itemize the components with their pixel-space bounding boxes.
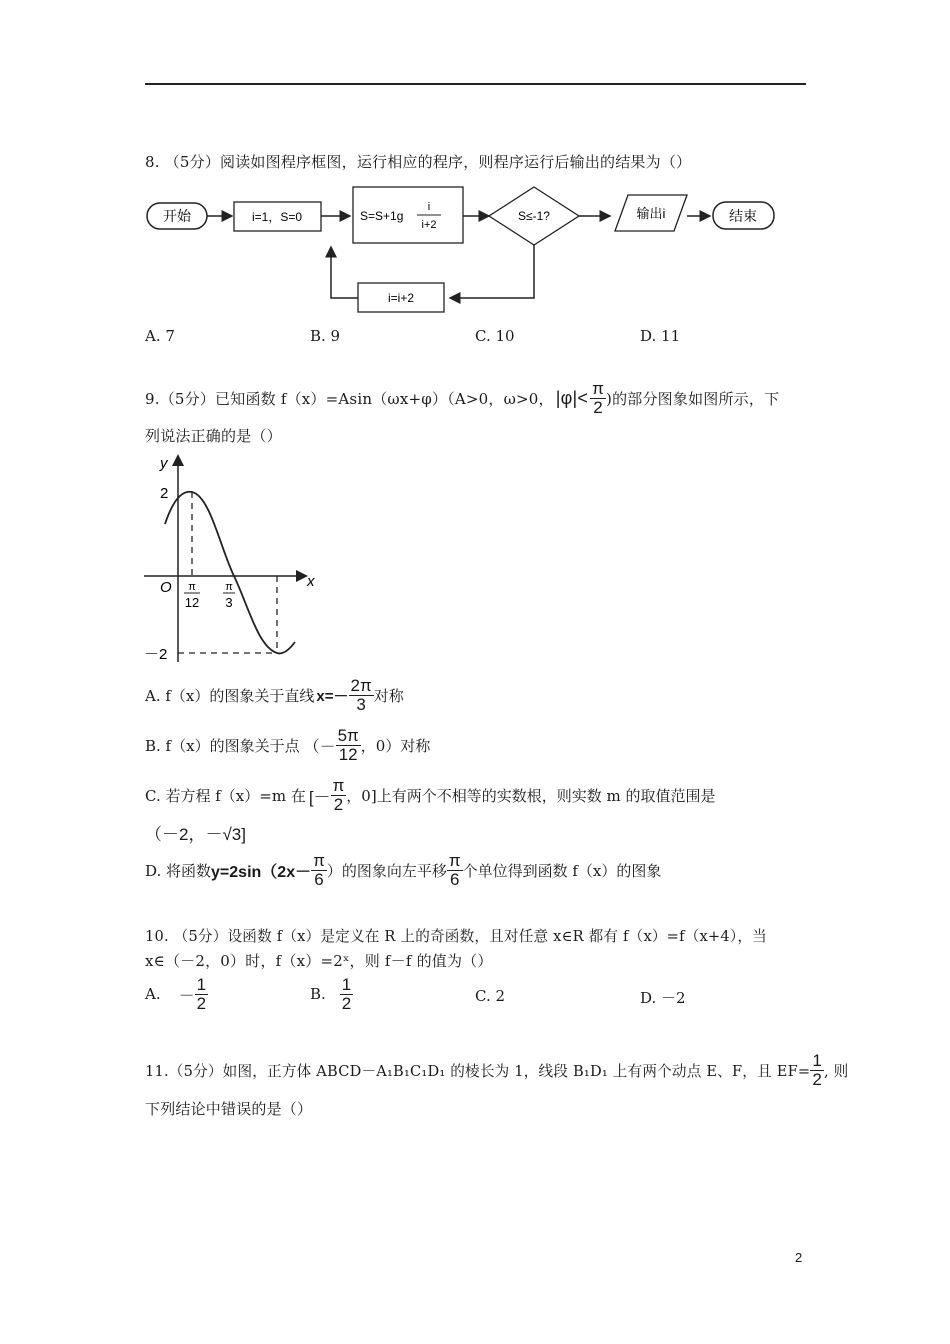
q8-option-b: B. 9 (310, 327, 341, 345)
tick-pi-3-den: 3 (225, 595, 233, 610)
q11-stem-line2: 下列结论中错误的是（） (145, 1100, 313, 1118)
flow-end-label: 结束 (729, 208, 757, 224)
x-axis-label: x (307, 573, 315, 590)
q8-option-a: A. 7 (145, 327, 175, 345)
flow-output-label: 输出i (636, 206, 666, 221)
q9-option-b: B. f（x）的图象关于点 （－ $\frac{5\pi}{12}$ ，0）对称 (145, 726, 431, 764)
flow-update-den: i+2 (421, 219, 437, 231)
q9-stem-a: 9.（5分）已知函数 f（x）=Asin（ωx+φ）（A>0，ω>0， (145, 389, 554, 408)
q11-stem-line1: 11.（5分）如图，正方体 ABCD－A₁B₁C₁D₁ 的棱长为 1，线段 B₁D₁ 上有两个动点 E、F，且 EF= $\frac{1}{2}$ , 则 (145, 1051, 849, 1089)
q9-option-d: D. 将函数 y=2sin（2x－ $\frac{\pi}{6}$ ）的图象向左平移 $\frac{\pi}{6}$ 个单位得到函数 f（x）的图象 (145, 851, 662, 889)
q8-flowchart (140, 180, 800, 315)
y-min-label: －2 (144, 646, 168, 663)
q9-stem-abs: |φ|< (555, 387, 589, 408)
header-rule (145, 83, 806, 85)
q10-option-b: B. $\frac{1}{2}$ (310, 975, 352, 1013)
flow-update-prefix: S=S+1g (360, 209, 404, 223)
flow-init-label: i=1，S=0 (251, 210, 303, 224)
q10-option-a: A. － $\frac{1}{2}$ (145, 975, 207, 1013)
q9-option-c-range: （－2，－√3] (145, 825, 246, 844)
q9-stem-line2: 列说法正确的是（） (145, 427, 282, 445)
flow-update-num: i (427, 201, 431, 213)
q9-sine-graph (140, 452, 340, 667)
q10-stem-line2: x∈（－2，0）时，f（x）=2ˣ，则 f－f 的值为（） (145, 952, 493, 970)
tick-pi-3-num: π (225, 581, 233, 593)
q8-stem: 8. （5分）阅读如图程序框图，运行相应的程序，则程序运行后输出的结果为（） (145, 153, 692, 171)
q10-stem-line1: 10. （5分）设函数 f（x）是定义在 R 上的奇函数，且对任意 x∈R 都有 f（x）=f（x+4），当 (145, 928, 767, 945)
tick-pi-12-den: 12 (184, 595, 200, 610)
q8-option-d: D. 11 (640, 327, 681, 345)
tick-pi-12-num: π (188, 581, 196, 593)
q9-stem-line1 (145, 380, 779, 417)
q10-option-c: C. 2 (475, 987, 506, 1005)
sine-curve (165, 492, 295, 654)
page-number: 2 (795, 1250, 803, 1265)
q9-option-c: C. 若方程 f（x）=m 在 [－ $\frac{\pi}{2}$ ，0]上有两个不相等的实数根，则实数 m 的取值范围是 (145, 776, 716, 814)
q9-stem-b: )的部分图象如图所示，下 (606, 389, 780, 408)
flow-start-label: 开始 (163, 208, 191, 224)
origin-label: O (160, 579, 172, 596)
q10-option-d: D. －2 (640, 989, 686, 1007)
q8-option-c: C. 10 (475, 327, 515, 345)
y-axis-label: y (160, 455, 168, 472)
q9-option-a: A. f（x）的图象关于直线 x=－ $\frac{2\pi}{3}$ 对称 (145, 676, 404, 714)
y-max-label: 2 (160, 485, 169, 502)
flow-condition-label: S≤-1? (518, 209, 550, 223)
q9-stem-frac: $\frac{\pi}{2}$ (592, 379, 605, 417)
flow-loop-label: i=i+2 (387, 291, 415, 305)
